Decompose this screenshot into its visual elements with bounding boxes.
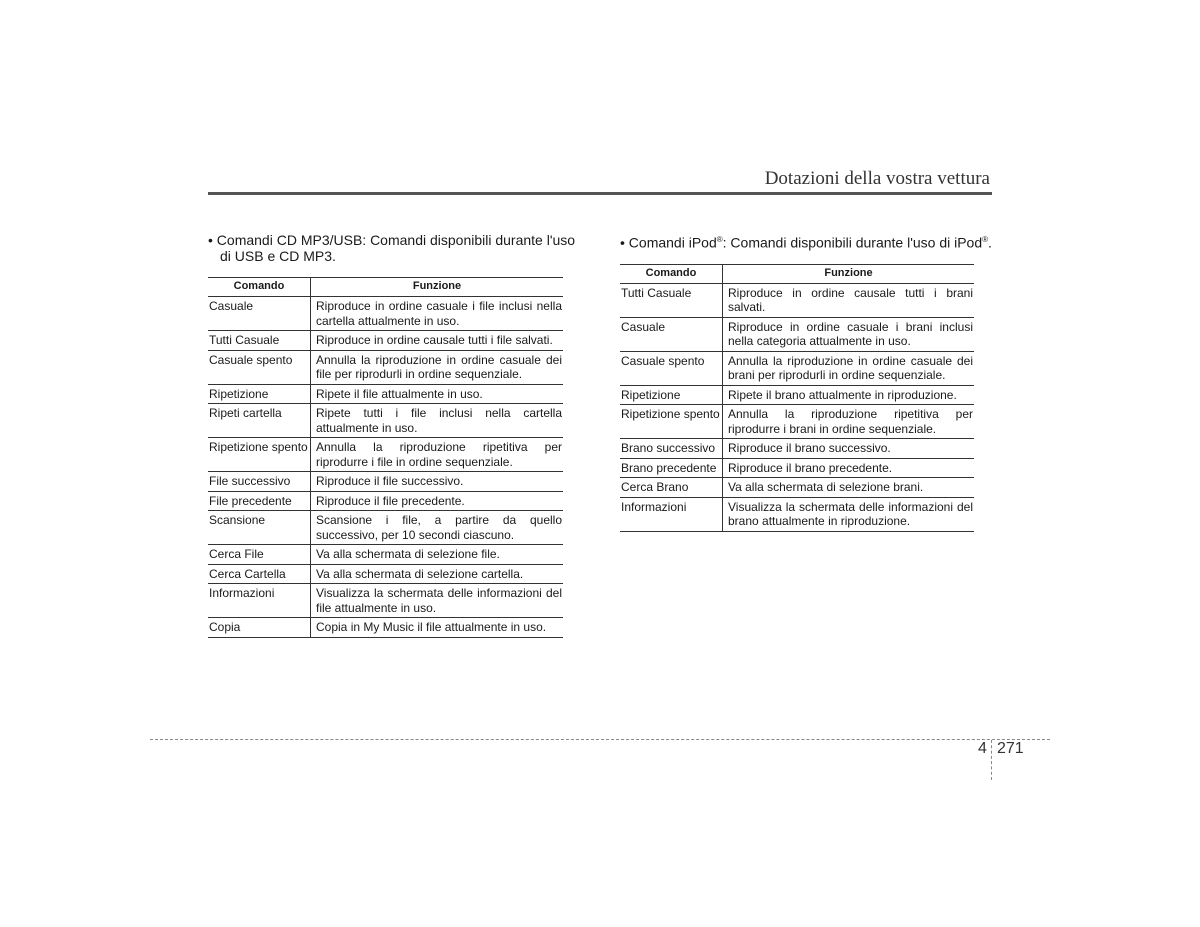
- function-cell: Riproduce il file successivo.: [311, 472, 564, 492]
- function-cell: Ripete il brano attualmente in riproduzione.: [723, 385, 975, 405]
- function-cell: Riproduce in ordine casuale i brani inclusi nella categoria attualmente in uso.: [723, 317, 975, 351]
- mp3-usb-commands-table: [208, 277, 563, 638]
- function-cell: Ripete il file attualmente in uso.: [311, 384, 564, 404]
- command-cell: Cerca Cartella: [208, 564, 311, 584]
- function-cell: Annulla la riproduzione ripetitiva per riprodurre i brani in ordine sequenziale.: [723, 405, 975, 439]
- command-cell: Ripetizione: [620, 385, 723, 405]
- command-cell: Tutti Casuale: [620, 283, 723, 317]
- function-cell: Riproduce il brano successivo.: [723, 439, 975, 459]
- function-cell: Annulla la riproduzione in ordine casuale dei brani per riprodurli in ordine sequenziale.: [723, 351, 975, 385]
- left-column: [208, 232, 588, 638]
- footer-dashed-rule: [150, 739, 1050, 740]
- command-cell: Brano successivo: [620, 439, 723, 459]
- table-row: [208, 404, 563, 438]
- function-cell: Riproduce in ordine casuale i file inclusi nella cartella attualmente in uso.: [311, 297, 564, 331]
- command-cell: File successivo: [208, 472, 311, 492]
- table-row: [620, 351, 974, 385]
- command-cell: File precedente: [208, 491, 311, 511]
- table-row: [620, 497, 974, 531]
- table-row: [208, 511, 563, 545]
- page-header-title: Dotazioni della vostra vettura: [764, 168, 990, 189]
- command-cell: Ripeti cartella: [208, 404, 311, 438]
- ipod-rows: [620, 283, 974, 531]
- table-row: [208, 491, 563, 511]
- table-row: [208, 564, 563, 584]
- right-intro-part2: : Comandi disponibili durante l'uso di iPod: [722, 234, 983, 251]
- command-cell: Casuale: [620, 317, 723, 351]
- command-cell: Ripetizione spento: [208, 438, 311, 472]
- table-row: [208, 618, 563, 638]
- table-row: [208, 331, 563, 351]
- table-header-row: [620, 264, 974, 283]
- column-header-command: Comando: [208, 278, 311, 297]
- column-header-command: Comando: [620, 264, 723, 283]
- command-cell: Ripetizione spento: [620, 405, 723, 439]
- table-row: [620, 439, 974, 459]
- table-header-row: [208, 278, 563, 297]
- function-cell: Scansione i file, a partire da quello successivo, per 10 secondi ciascuno.: [311, 511, 564, 545]
- function-cell: Visualizza la schermata delle informazioni del file attualmente in uso.: [311, 584, 564, 618]
- left-intro: • Comandi CD MP3/USB: Comandi disponibili durante l'uso di USB e CD MP3.: [208, 232, 576, 264]
- function-cell: Copia in My Music il file attualmente in uso.: [311, 618, 564, 638]
- table-row: [620, 385, 974, 405]
- function-cell: Annulla la riproduzione in ordine casuale dei file per riprodurli in ordine sequenziale.: [311, 350, 564, 384]
- footer-vertical-rule: [991, 740, 992, 780]
- function-cell: Riproduce in ordine causale tutti i brani salvati.: [723, 283, 975, 317]
- column-header-function: Funzione: [311, 278, 564, 297]
- function-cell: Riproduce il brano precedente.: [723, 458, 975, 478]
- function-cell: Riproduce il file precedente.: [311, 491, 564, 511]
- table-row: [208, 545, 563, 565]
- left-intro-text: Comandi CD MP3/USB: Comandi disponibili durante l'uso di USB e CD MP3.: [216, 232, 576, 264]
- command-cell: Tutti Casuale: [208, 331, 311, 351]
- command-cell: Informazioni: [620, 497, 723, 531]
- chapter-number: 4: [978, 740, 987, 757]
- command-cell: Copia: [208, 618, 311, 638]
- table-row: [208, 438, 563, 472]
- command-cell: Ripetizione: [208, 384, 311, 404]
- registered-mark: ®: [982, 235, 989, 244]
- ipod-commands-table: [620, 264, 974, 532]
- command-cell: Brano precedente: [620, 458, 723, 478]
- table-row: [208, 297, 563, 331]
- registered-mark: ®: [716, 235, 723, 244]
- function-cell: Riproduce in ordine causale tutti i file salvati.: [311, 331, 564, 351]
- header-rule: [208, 192, 992, 195]
- command-cell: Casuale: [208, 297, 311, 331]
- command-cell: Casuale spento: [208, 350, 311, 384]
- right-intro-part1: Comandi iPod: [628, 234, 717, 251]
- right-intro: • Comandi iPod®: Comandi disponibili durante l'uso di iPod®.: [620, 234, 992, 251]
- table-row: [208, 350, 563, 384]
- command-cell: Informazioni: [208, 584, 311, 618]
- function-cell: Va alla schermata di selezione cartella.: [311, 564, 564, 584]
- table-row: [620, 283, 974, 317]
- command-cell: Casuale spento: [620, 351, 723, 385]
- function-cell: Visualizza la schermata delle informazioni del brano attualmente in riproduzione.: [723, 497, 975, 531]
- table-row: [620, 317, 974, 351]
- function-cell: Annulla la riproduzione ripetitiva per riprodurre i file in ordine sequenziale.: [311, 438, 564, 472]
- function-cell: Ripete tutti i file inclusi nella cartella attualmente in uso.: [311, 404, 564, 438]
- table-row: [208, 584, 563, 618]
- table-row: [620, 458, 974, 478]
- command-cell: Cerca Brano: [620, 478, 723, 498]
- table-row: [620, 405, 974, 439]
- table-row: [208, 384, 563, 404]
- page-number: 271: [997, 740, 1024, 757]
- mp3-usb-rows: [208, 297, 563, 638]
- function-cell: Va alla schermata di selezione brani.: [723, 478, 975, 498]
- column-header-function: Funzione: [723, 264, 975, 283]
- table-row: [620, 478, 974, 498]
- table-row: [208, 472, 563, 492]
- right-intro-part3: .: [988, 234, 992, 251]
- function-cell: Va alla schermata di selezione file.: [311, 545, 564, 565]
- command-cell: Scansione: [208, 511, 311, 545]
- right-column: [620, 232, 1000, 532]
- command-cell: Cerca File: [208, 545, 311, 565]
